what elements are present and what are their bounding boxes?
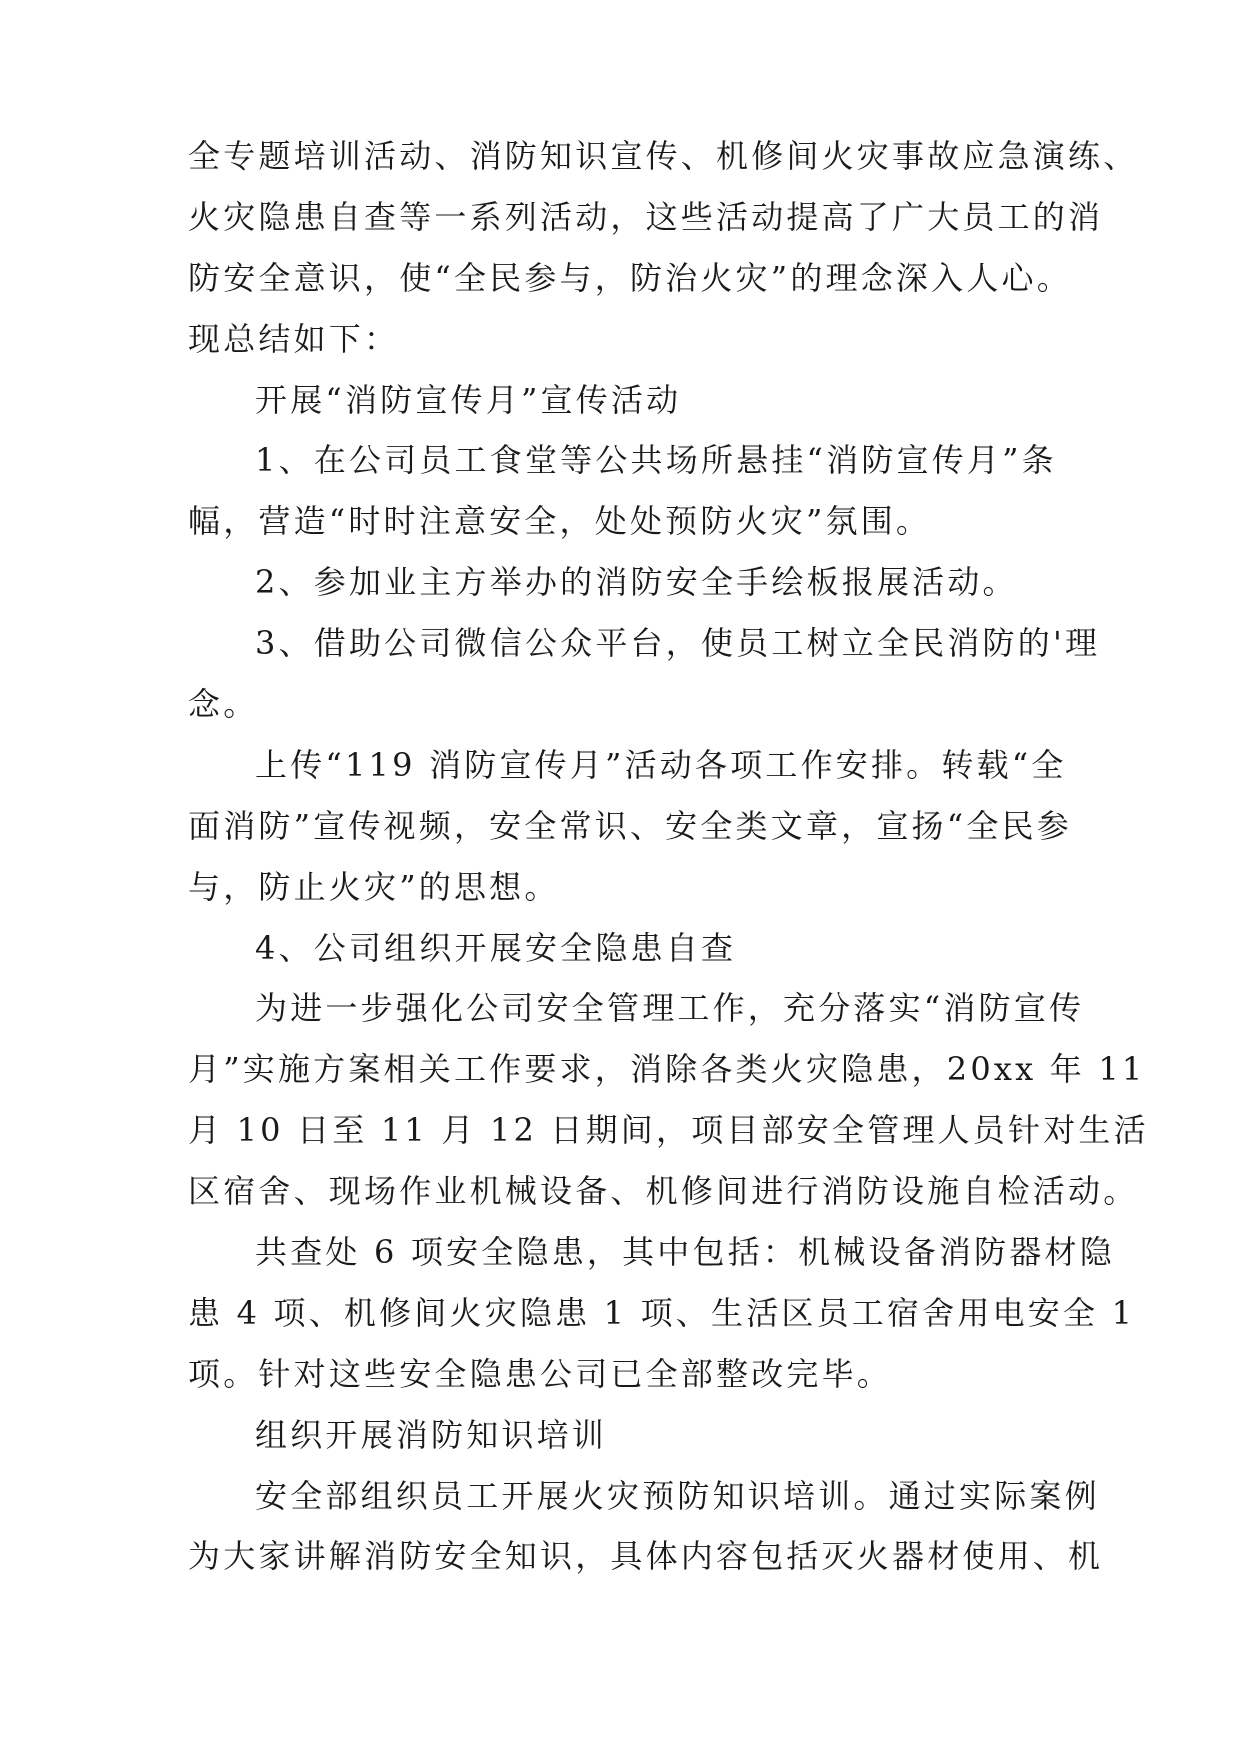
- text-line: 区宿舍、现场作业机械设备、机修间进行消防设施自检活动。: [188, 1172, 1139, 1211]
- section-heading: 开展“消防宣传月”宣传活动: [255, 380, 682, 419]
- text-line: 现总结如下：: [188, 319, 400, 358]
- section-heading: 组织开展消防知识培训: [255, 1415, 608, 1454]
- text-line: 3、借助公司微信公众平台，使员工树立全民消防的'理: [255, 624, 1101, 663]
- document-body: [188, 126, 1149, 1587]
- section-heading: 4、公司组织开展安全隐患自查: [255, 928, 737, 967]
- text-line: 1、在公司员工食堂等公共场所悬挂“消防宣传月”条: [255, 441, 1057, 480]
- text-line: 念。: [188, 685, 259, 724]
- text-line: 为进一步强化公司安全管理工作，充分落实“消防宣传: [255, 989, 1085, 1028]
- text-line: 月”实施方案相关工作要求，消除各类火灾隐患，20xx 年 11: [188, 1050, 1146, 1089]
- text-line: 与，防止火灾”的思想。: [188, 867, 560, 906]
- text-line: 患 4 项、机修间火灾隐患 1 项、生活区员工宿舍用电安全 1: [188, 1293, 1136, 1332]
- text-line: 防安全意识，使“全民参与，防治火灾”的理念深入人心。: [188, 258, 1072, 297]
- text-line: 面消防”宣传视频，安全常识、安全类文章，宣扬“全民参: [188, 806, 1072, 845]
- text-line: 幅，营造“时时注意安全，处处预防火灾”氛围。: [188, 502, 932, 541]
- text-line: 月 10 日至 11 月 12 日期间，项目部安全管理人员针对生活: [188, 1111, 1149, 1150]
- text-line: 为大家讲解消防安全知识，具体内容包括灭火器材使用、机: [188, 1537, 1104, 1576]
- text-line: 火灾隐患自查等一系列活动，这些活动提高了广大员工的消: [188, 197, 1104, 236]
- text-line: 安全部组织员工开展火灾预防知识培训。通过实际案例: [255, 1476, 1100, 1515]
- text-line: 上传“119 消防宣传月”活动各项工作安排。转载“全: [255, 745, 1067, 784]
- text-line: 2、参加业主方举办的消防安全手绘板报展活动。: [255, 563, 1018, 602]
- text-line: 全专题培训活动、消防知识宣传、机修间火灾事故应急演练、: [188, 137, 1139, 175]
- text-line: 项。针对这些安全隐患公司已全部整改完毕。: [188, 1354, 893, 1393]
- text-line: 共查处 6 项安全隐患，其中包括：机械设备消防器材隐: [255, 1233, 1115, 1272]
